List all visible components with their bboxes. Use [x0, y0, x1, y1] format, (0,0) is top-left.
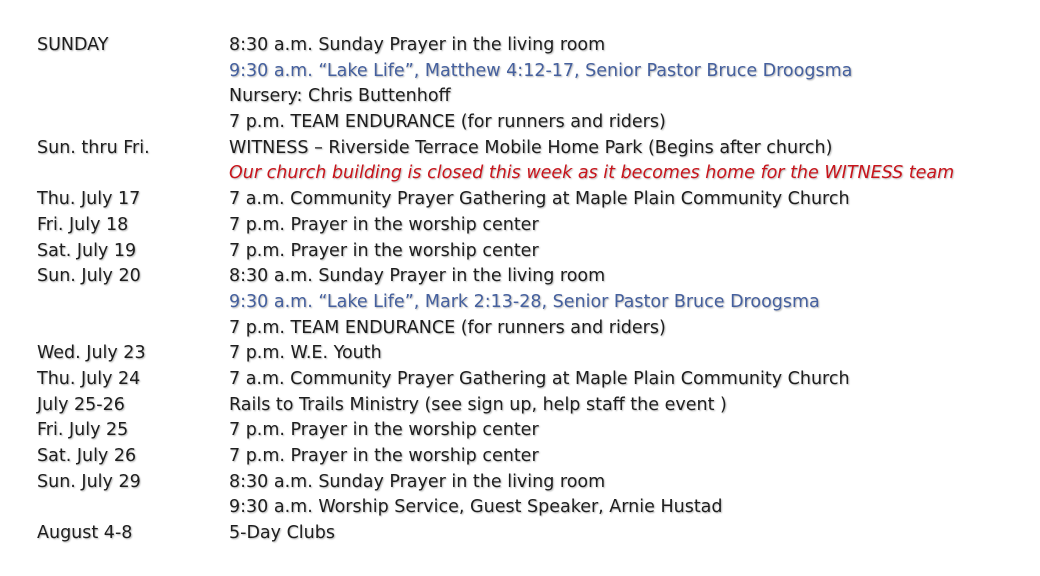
row-date: Thu. July 24 — [37, 368, 141, 389]
schedule-row — [37, 161, 1027, 187]
row-event: 7 p.m. Prayer in the worship center — [229, 240, 539, 261]
schedule-row — [37, 213, 1027, 239]
row-event: 7 p.m. W.E. Youth — [229, 343, 382, 364]
row-date: Fri. July 18 — [37, 214, 129, 235]
schedule-row — [37, 470, 1027, 496]
row-date — [37, 290, 229, 316]
row-date: Sun. thru Fri. — [37, 137, 150, 158]
row-date: Sun. July 20 — [37, 266, 141, 287]
row-date: July 25-26 — [37, 394, 125, 415]
schedule-row — [37, 495, 1027, 521]
schedule-row — [37, 316, 1027, 342]
row-date: Thu. July 17 — [37, 189, 141, 210]
row-event: Rails to Trails Ministry (see sign up, help staff the event ) — [229, 394, 727, 415]
schedule-row — [37, 110, 1027, 136]
schedule-row — [37, 59, 1027, 85]
row-event: 7 a.m. Community Prayer Gathering at Maple Plain Community Church — [229, 189, 850, 210]
row-date — [37, 316, 229, 342]
row-date: August 4-8 — [37, 523, 133, 544]
schedule-row — [37, 444, 1027, 470]
row-event: 8:30 a.m. Sunday Prayer in the living room — [229, 35, 606, 55]
row-date — [37, 110, 229, 136]
row-date — [37, 59, 229, 85]
schedule-row — [37, 418, 1027, 444]
schedule-row — [37, 239, 1027, 265]
row-date: SUNDAY — [37, 35, 109, 55]
row-event: 7 p.m. Prayer in the worship center — [229, 214, 539, 235]
schedule-row — [37, 367, 1027, 393]
schedule-list — [37, 33, 1027, 547]
row-event: 7 p.m. TEAM ENDURANCE (for runners and riders) — [229, 317, 666, 338]
schedule-row — [37, 264, 1027, 290]
row-date — [37, 84, 229, 110]
row-event: 5-Day Clubs — [229, 523, 335, 544]
row-date: Sat. July 19 — [37, 240, 137, 261]
schedule-row — [37, 393, 1027, 419]
row-event: 7 p.m. Prayer in the worship center — [229, 446, 539, 466]
row-event: 8:30 a.m. Sunday Prayer in the living room — [229, 471, 606, 492]
row-date: Sun. July 29 — [37, 471, 141, 492]
row-date: Wed. July 23 — [37, 343, 146, 364]
row-date — [37, 495, 229, 521]
row-event: 9:30 a.m. Worship Service, Guest Speaker, Arnie Hustad — [229, 497, 723, 518]
row-date: Sat. July 26 — [37, 446, 137, 466]
schedule-row — [37, 33, 1027, 59]
schedule-row — [37, 521, 1027, 547]
row-date: Fri. July 25 — [37, 420, 129, 441]
schedule-row — [37, 136, 1027, 162]
row-event: 8:30 a.m. Sunday Prayer in the living room — [229, 266, 606, 287]
schedule-row — [37, 187, 1027, 213]
row-event: 7 a.m. Community Prayer Gathering at Maple Plain Community Church — [229, 368, 850, 389]
row-event: Nursery: Chris Buttenhoff — [229, 86, 451, 107]
row-event: 9:30 a.m. “Lake Life”, Matthew 4:12-17, Senior Pastor Bruce Droogsma — [229, 60, 853, 81]
schedule-row — [37, 84, 1027, 110]
row-event: WITNESS – Riverside Terrace Mobile Home Park (Begins after church) — [229, 137, 833, 158]
row-event: 7 p.m. Prayer in the worship center — [229, 420, 539, 441]
row-date — [37, 161, 229, 187]
closure-notice: Our church building is closed this week as it becomes home for the WITNESS team — [229, 163, 955, 184]
row-event: 9:30 a.m. “Lake Life”, Mark 2:13-28, Senior Pastor Bruce Droogsma — [229, 291, 820, 312]
schedule-row — [37, 290, 1027, 316]
schedule-row — [37, 341, 1027, 367]
row-event: 7 p.m. TEAM ENDURANCE (for runners and riders) — [229, 112, 666, 133]
